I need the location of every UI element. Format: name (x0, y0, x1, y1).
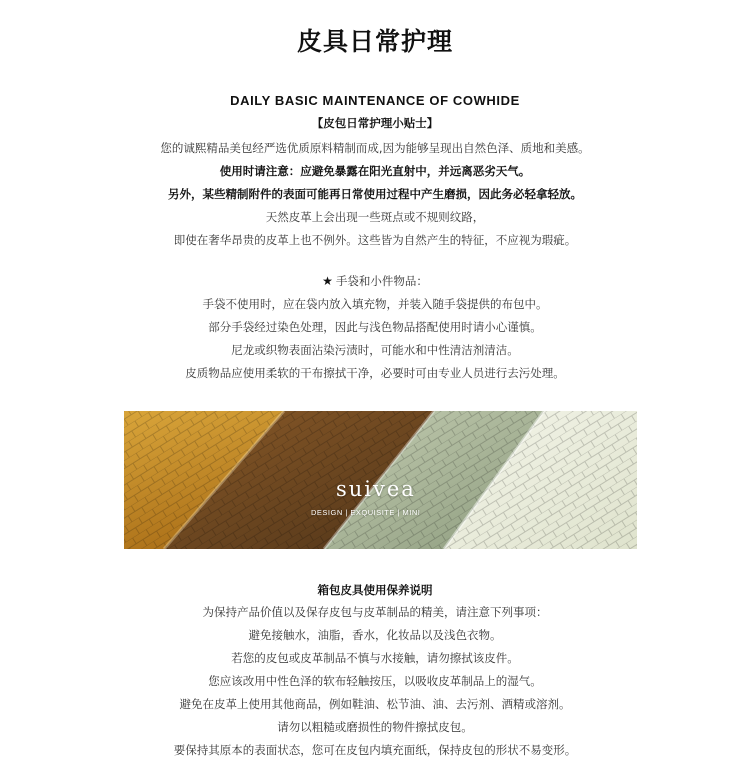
tips-header: 【皮包日常护理小贴士】 (311, 116, 439, 130)
handbag-line: 部分手袋经过染色处理，因此与浅色物品搭配使用时请小心谨慎。 (208, 320, 542, 334)
handbag-heading: 手袋和小件物品： (335, 274, 428, 288)
intro-line: 天然皮革上会出现一些斑点或不规则纹路， (265, 210, 485, 224)
care-heading: 箱包皮具使用保养说明 (317, 583, 433, 597)
page-title: 皮具日常护理 (296, 27, 453, 56)
care-line: 要保持其原本的表面状态，您可在皮包内填充面纸，保持皮包的形状不易变形。 (173, 743, 577, 757)
intro-line: 另外，某些精制附件的表面可能再日常使用过程中产生磨损，因此务必轻拿轻放。 (168, 187, 582, 201)
care-line: 您应该改用中性色泽的软布轻触按压，以吸收皮革制品上的湿气。 (208, 674, 542, 688)
care-line: 若您的皮包或皮革制品不慎与水接触，请勿擦拭该皮件。 (231, 651, 519, 665)
intro-line: 您的诚熙精品美包经严选优质原料精制而成,因为能够呈现出自然色泽、质地和美感。 (160, 141, 590, 155)
handbag-heading-row (0, 274, 750, 288)
intro-line: 即使在奢华昂贵的皮革上也不例外。这些皆为自然产生的特征，不应视为瑕疵。 (173, 233, 577, 247)
english-subtitle: DAILY BASIC MAINTENANCE OF COWHIDE (230, 93, 520, 108)
intro-line: 使用时请注意：应避免暴露在阳光直射中，并远离恶劣天气。 (219, 164, 531, 178)
handbag-line: 手袋不使用时，应在袋内放入填充物，并装入随手袋提供的布包中。 (202, 297, 548, 311)
brand-logo-text: suivea (336, 477, 416, 501)
care-line: 请勿以粗糙或磨损性的物件擦拭皮包。 (277, 720, 473, 734)
brand-tagline: DESIGN | EXQUISITE | MINI (311, 508, 421, 517)
handbag-line: 皮质物品应使用柔软的干布擦拭干净，必要时可由专业人员进行去污处理。 (185, 366, 565, 380)
care-line: 为保持产品价值以及保存皮包与皮革制品的精美，请注意下列事项： (202, 605, 548, 619)
care-line: 避免接触水，油脂，香水，化妆品以及浅色衣物。 (248, 628, 502, 642)
care-line: 避免在皮革上使用其他商品，例如鞋油、松节油、油、去污剂、酒精或溶剂。 (179, 697, 571, 711)
handbag-line: 尼龙或织物表面沾染污渍时，可能水和中性清洁剂清洁。 (231, 343, 519, 357)
star-icon: ★ (322, 274, 333, 288)
